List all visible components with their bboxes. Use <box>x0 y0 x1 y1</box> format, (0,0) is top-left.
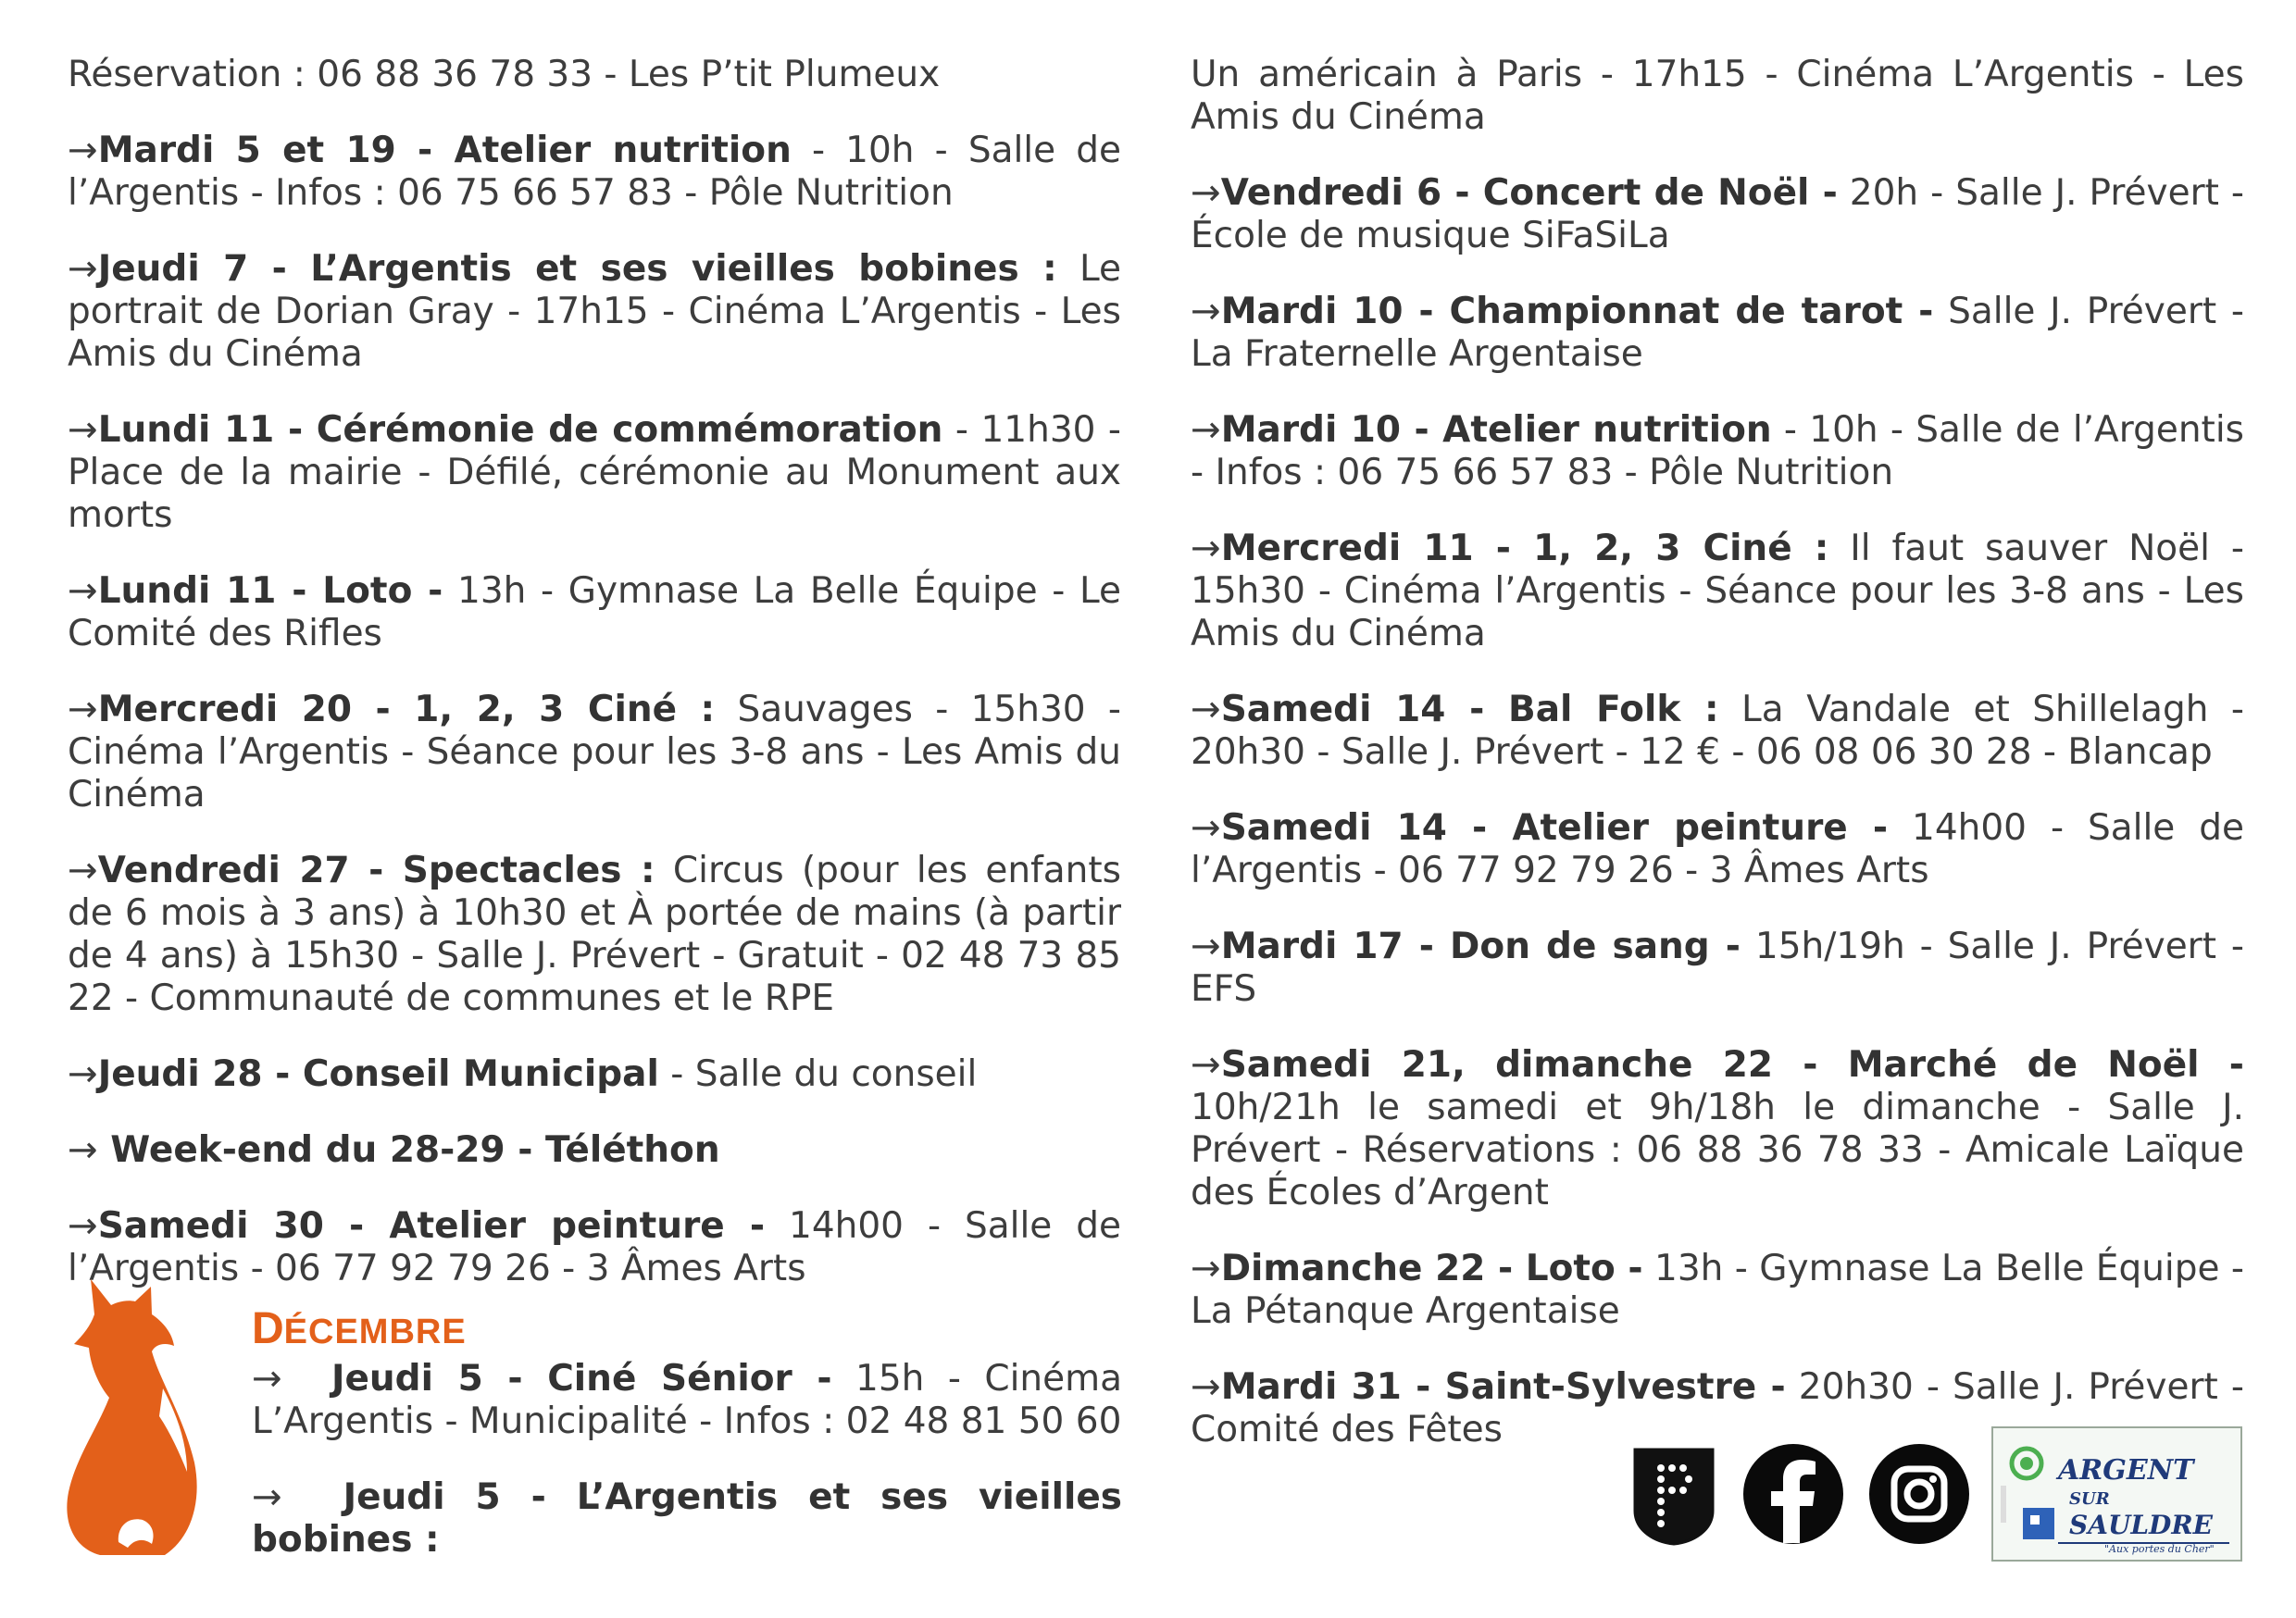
event-title: Lundi 11 - Cérémonie de commémoration <box>97 409 943 451</box>
arrow-icon: → <box>1191 1044 1221 1086</box>
event-title: Mercredi 20 - 1, 2, 3 Ciné : <box>97 689 716 730</box>
event-title: Jeudi 7 - L’Argentis et ses vieilles bobines : <box>97 248 1057 290</box>
right-column <box>1191 54 2244 1485</box>
arrow-icon: → <box>1191 528 1221 569</box>
arrow-icon: → <box>68 1129 98 1171</box>
event-details: 14h00 - Salle de l’Argentis - 06 77 92 79 26 - 3 Âmes Arts <box>68 1205 1122 1289</box>
event-details: 15h/19h - Salle J. Prévert -EFS <box>1191 926 2244 1010</box>
event-entry <box>1191 926 2244 1011</box>
event-details: - 11h30 - Place de la mairie - Défilé, cérémonie au Monument aux morts <box>68 409 1122 536</box>
arrow-icon: → <box>1191 291 1221 332</box>
event-title: Mercredi 11 - 1, 2, 3 Ciné : <box>1220 528 1829 569</box>
event-entry <box>68 130 1121 215</box>
month-heading-initial: D <box>252 1304 284 1353</box>
event-title: Mardi 10 - Atelier nutrition <box>1220 409 1772 451</box>
panneaupocket-icon[interactable] <box>1631 1446 1716 1546</box>
event-title: Samedi 14 - Atelier peinture - <box>1220 807 1889 849</box>
event-details: Circus (pour les enfants de 6 mois à 3 ans) à 10h30 et À portée de mains (à partir de 4 ans) à 15h30 - Salle J. Prévert - Gratuit - 02 48 73 85 22 - Communauté de communes et le RPE <box>68 850 1122 1019</box>
event-details: 20h30 - Salle J. Prévert - Comité des Fêtes <box>1191 1366 2244 1450</box>
event-details: Il faut sauver Noël - 15h30 - Cinéma l’Argentis - Séance pour les 3-8 ans - Les Amis du Cinéma <box>1191 528 2244 654</box>
event-entry <box>68 570 1121 655</box>
event-title: Vendredi 6 - Concert de Noël - <box>1220 172 1838 214</box>
event-title: Lundi 11 - Loto - <box>97 570 443 612</box>
arrow-icon: → <box>1191 807 1221 849</box>
intro-text: Un américain à Paris - 17h15 - Cinéma L’Argentis - Les Amis du Cinéma <box>1191 54 2244 138</box>
december-section <box>252 1303 1135 1595</box>
event-title: Jeudi 5 - L’Argentis et ses vieilles bobines : <box>252 1476 1135 1561</box>
event-details: - 10h - Salle de l’Argentis - Infos : 06 75 66 57 83 - Pôle Nutrition <box>68 130 1122 214</box>
arrow-icon: → <box>68 850 98 891</box>
arrow-icon: → <box>1191 172 1221 214</box>
event-entry <box>252 1476 1135 1562</box>
arrow-icon: → <box>68 1205 98 1247</box>
arrow-icon: → <box>252 1358 282 1400</box>
event-title: Mardi 17 - Don de sang - <box>1220 926 1741 967</box>
event-entry <box>68 850 1121 1020</box>
logo-line3: SAULDRE <box>2069 1510 2213 1540</box>
event-entry <box>68 1205 1121 1290</box>
event-entry <box>1191 689 2244 774</box>
arrow-icon: → <box>1191 1248 1221 1289</box>
intro-text: Réservation : 06 88 36 78 33 - Les P’tit Plumeux <box>68 54 941 95</box>
arrow-icon: → <box>252 1476 282 1518</box>
arrow-icon: → <box>68 409 98 451</box>
event-title: Vendredi 27 - Spectacles : <box>97 850 655 891</box>
event-entry <box>68 248 1121 376</box>
event-details: Salle J. Prévert - La Fraternelle Argentaise <box>1191 291 2244 375</box>
event-title: Samedi 21, dimanche 22 - Marché de Noël - <box>1220 1044 2244 1086</box>
event-title: Jeudi 5 - Ciné Sénior - <box>281 1358 832 1400</box>
facebook-icon[interactable] <box>1742 1443 1844 1545</box>
event-details: 13h - Gymnase La Belle Équipe - Le Comité des Rifles <box>68 570 1121 654</box>
event-entry <box>1191 1044 2244 1214</box>
arrow-icon: → <box>1191 1366 1221 1408</box>
event-details: 15h - Cinéma L’Argentis - Municipalité - Infos : 02 48 81 50 60 <box>252 1358 1123 1442</box>
event-entry <box>1191 409 2244 494</box>
month-heading <box>252 1303 1122 1358</box>
instagram-icon[interactable] <box>1868 1443 1970 1545</box>
left-column <box>68 54 1121 1324</box>
event-details: 14h00 - Salle de l’Argentis - 06 77 92 79 26 - 3 Âmes Arts <box>1191 807 2245 891</box>
event-entry <box>68 409 1121 537</box>
event-title: Dimanche 22 - Loto - <box>1220 1248 1643 1289</box>
event-entry <box>1191 528 2244 655</box>
arrow-icon: → <box>68 130 98 171</box>
event-title: Samedi 14 - Bal Folk : <box>1220 689 1719 730</box>
event-details: Sauvages - 15h30 - Cinéma l’Argentis - Séance pour les 3-8 ans - Les Amis du Cinéma <box>68 689 1121 815</box>
event-entry <box>68 689 1121 816</box>
arrow-icon: → <box>68 689 98 730</box>
arrow-icon: → <box>68 570 98 612</box>
arrow-icon: → <box>68 1053 98 1095</box>
event-entry <box>68 1129 1121 1172</box>
event-entry <box>252 1358 1122 1443</box>
event-title: Samedi 30 - Atelier peinture - <box>97 1205 766 1247</box>
arrow-icon: → <box>68 248 98 290</box>
event-entry <box>1191 807 2244 892</box>
event-title: Mardi 5 et 19 - Atelier nutrition <box>97 130 792 171</box>
event-title: Jeudi 28 - Conseil Municipal <box>97 1053 659 1095</box>
event-details: Le portrait de Dorian Gray - 17h15 - Cinéma L’Argentis - Les Amis du Cinéma <box>68 248 1121 375</box>
event-entry <box>1191 291 2244 376</box>
event-entry <box>1191 172 2244 257</box>
event-details: - 10h - Salle de l’Argentis - Infos : 06 75 66 57 83 - Pôle Nutrition <box>1191 409 2244 493</box>
event-details: - Salle du conseil <box>658 1053 978 1095</box>
event-title: Week-end du 28-29 - Téléthon <box>97 1129 720 1171</box>
logo-line1: ARGENT <box>2058 1454 2194 1487</box>
event-details: 10h/21h le samedi et 9h/18h le dimanche - Salle J. Prévert - Réservations : 06 88 36 78 33 - Amicale Laïque des Écoles d’Argent <box>1191 1087 2244 1214</box>
logo-tagline: "Aux portes du Cher" <box>2104 1543 2215 1555</box>
logo-line2: SUR <box>2069 1489 2110 1509</box>
event-details: 20h - Salle J. Prévert - École de musique SiFaSiLa <box>1191 172 2244 256</box>
fox-illustration <box>63 1277 202 1560</box>
month-heading-rest: ÉCEMBRE <box>283 1313 467 1351</box>
argent-sur-sauldre-logo <box>1991 1426 2242 1562</box>
event-entry <box>1191 1248 2244 1333</box>
event-title: Mardi 10 - Championnat de tarot - <box>1220 291 1934 332</box>
event-title: Mardi 31 - Saint-Sylvestre - <box>1220 1366 1786 1408</box>
event-entry <box>68 1053 1121 1096</box>
arrow-icon: → <box>1191 926 1221 967</box>
event-details: 13h - Gymnase La Belle Équipe - La Pétanque Argentaise <box>1191 1248 2244 1332</box>
arrow-icon: → <box>1191 689 1221 730</box>
event-details: La Vandale et Shillelagh - 20h30 - Salle J. Prévert - 12 € - 06 08 06 30 28 - Blancap <box>1191 689 2245 773</box>
arrow-icon: → <box>1191 409 1221 451</box>
